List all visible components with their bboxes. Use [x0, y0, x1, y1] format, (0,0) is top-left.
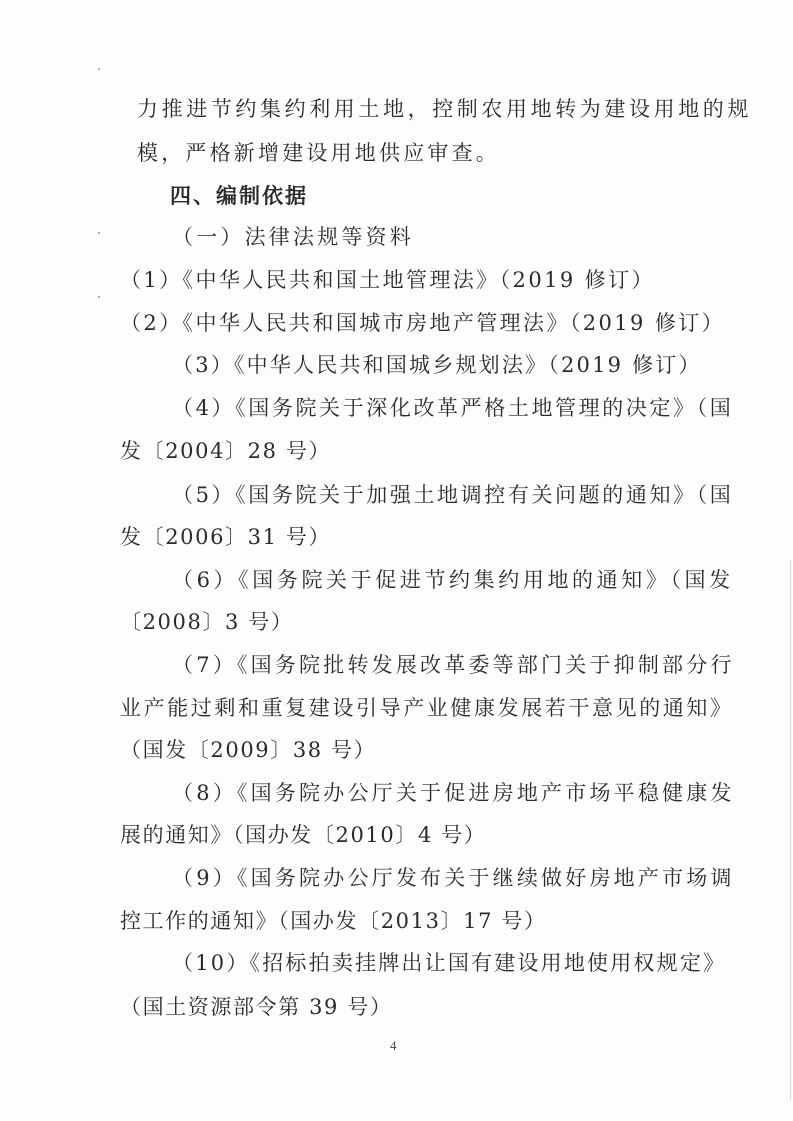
- subsection-heading: （一）法律法规等资料: [172, 225, 414, 249]
- scan-speck: [98, 232, 100, 234]
- list-item-continuation: 发〔2006〕31 号）: [120, 525, 332, 549]
- list-item: （2）《中华人民共和国城市房地产管理法》（2019 修订）: [120, 311, 726, 335]
- scan-speck: [98, 296, 100, 298]
- list-item: （7）《国务院批转发展改革委等部门关于抑制部分行: [172, 653, 735, 677]
- list-item: （5）《国务院关于加强土地调控有关问题的通知》（国: [172, 483, 734, 507]
- list-item: （9）《国务院办公厅发布关于继续做好房地产市场调: [172, 866, 735, 890]
- list-item-continuation: （国发〔2009〕38 号）: [120, 738, 377, 762]
- list-item-continuation: 〔2008〕3 号）: [120, 610, 294, 634]
- paragraph-line: 力推进节约集约利用土地，控制农用地转为建设用地的规: [137, 97, 752, 121]
- list-item-continuation: （国土资源部令第 39 号）: [120, 995, 393, 1019]
- list-item: （3）《中华人民共和国城乡规划法》（2019 修订）: [172, 353, 702, 377]
- list-item: （6）《国务院关于促进节约集约用地的通知》（国发: [172, 568, 734, 592]
- list-item: （10）《招标拍卖挂牌出让国有建设用地使用权规定》: [172, 951, 727, 975]
- list-item: （4）《国务院关于深化改革严格土地管理的决定》（国: [172, 396, 734, 420]
- scan-speck: [98, 68, 100, 70]
- list-item-continuation: 展的通知》（国办发〔2010〕4 号）: [120, 823, 487, 847]
- list-item-continuation: 发〔2004〕28 号）: [120, 439, 332, 463]
- list-item-continuation: 业产能过剩和重复建设引导产业健康发展若干意见的通知》: [120, 696, 734, 720]
- page-number: 4: [390, 1038, 397, 1053]
- scan-edge-shadow: [790, 560, 791, 1100]
- section-heading: 四、编制依据: [170, 184, 308, 208]
- list-item: （8）《国务院办公厅关于促进房地产市场平稳健康发: [172, 781, 735, 805]
- paragraph-line: 模，严格新增建设用地供应审查。: [137, 141, 500, 165]
- list-item: （1）《中华人民共和国土地管理法》（2019 修订）: [120, 268, 655, 292]
- list-item-continuation: 控工作的通知》（国办发〔2013〕17 号）: [120, 909, 547, 933]
